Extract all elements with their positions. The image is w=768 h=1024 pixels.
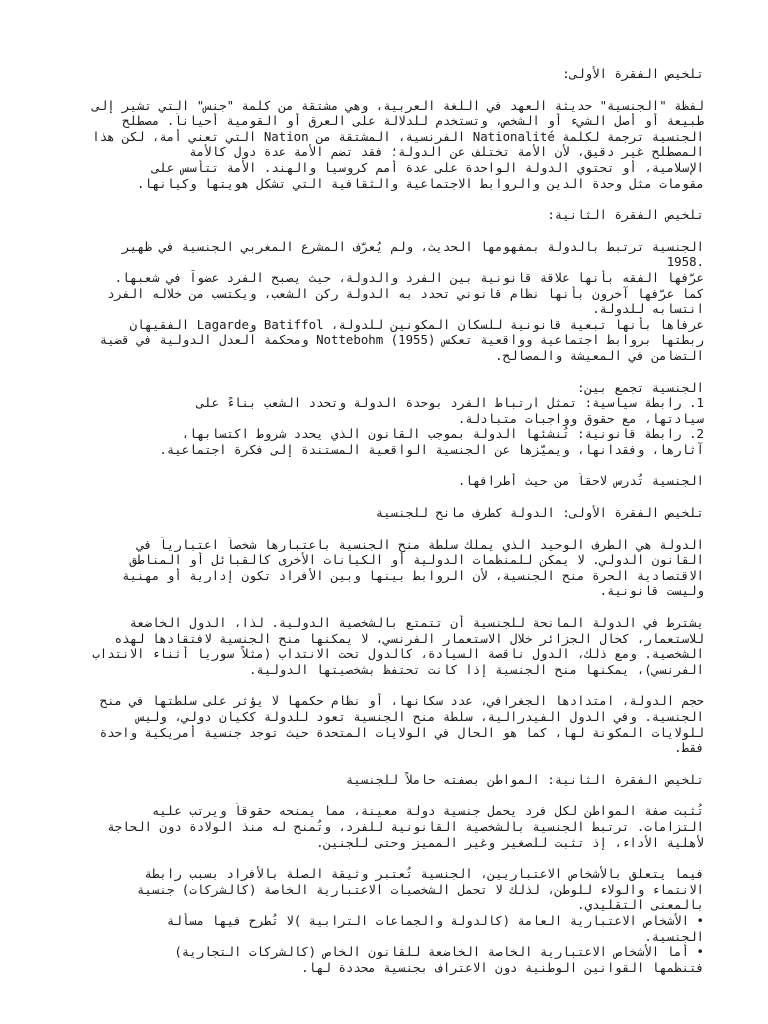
text-line: عرّفها الفقه بأنها علاقة قانونية بين الفرد والدولة، حيث يصبح الفرد عضواً في شعبها. — [114, 269, 704, 285]
text-line: بالمعنى التقليدي. — [577, 897, 704, 913]
paragraph-nationality-term — [66, 98, 704, 192]
paragraph-state-size — [66, 693, 704, 755]
paragraph-definitions — [66, 239, 704, 364]
text-line: الجنسية تُدرس لاحقاً من حيث أطرافها. — [457, 473, 704, 489]
text-line: الاقتصادية الحرة منح الجنسية، لأن الروابط بينها وبين الأفراد تكون إدارية أو مهنية — [122, 567, 704, 583]
text-line: التزامات. ترتبط الجنسية بالشخصية القانونية للفرد، وتُمنح له منذ الولادة دون الحاجة — [107, 818, 704, 834]
text-line: الدولة هي الطرف الوحيد الذي يملك سلطة منح الجنسية باعتبارها شخصاً اعتبارياً في — [137, 536, 704, 552]
text-line: الجنسية ترجمة لكلمة Nationalité الفرنسية، المشتقة من Nation التي تعني أمة، لكن هذا — [92, 128, 704, 144]
text-line: طبيعة أو أصل الشيء أو الشخص، وتستخدم للدلالة على العرق أو القومية أحياناً. مصطلح — [122, 113, 704, 129]
text-line: الجنسية ترتبط بالدولة بمفهومها الحديث، ولم يُعرّف المشرع المغربي الجنسية في ظهير — [122, 238, 704, 254]
section-heading-3 — [66, 505, 704, 521]
paragraph-bonds-list — [66, 380, 704, 458]
text-line: الجنسية تجمع بين: — [577, 379, 704, 395]
text-line: لأهلية الأداء، إذ تثبت للصغير وغير المميز وحتى للجنين. — [316, 834, 704, 850]
paragraph-state-grantor — [66, 537, 704, 599]
heading-line: تلخيص الفقرة الثانية: — [547, 207, 704, 223]
text-line: الإسلامية، أو تحتوي الدولة الواحدة على عدة أمم كروسيا والهند. الأمة تتأسس على — [151, 159, 704, 175]
text-line: للولايات المكونة لها، كما هو الحال في الولايات المتحدة حيث توجد جنسية أمريكية واحدة — [99, 724, 704, 740]
text-line: 1958. — [666, 254, 704, 270]
text-line: الشخصية. ومع ذلك، الدول ناقصة السيادة، كالدول تحت الانتداب (مثلاً سوريا أثناء الانتداب — [92, 646, 704, 662]
text-line: فتنظمها القوانين الوطنية دون الاعتراف بجنسية محددة لها. — [301, 959, 704, 975]
text-line: القانون الدولي. لا يمكن للمنظمات الدولية أو الكيانات الأخرى كالقبائل أو المناطق — [129, 552, 704, 568]
text-line: آثارها، وفقدانها، ويميّزها عن الجنسية الواقعية المستندة إلى فكرة اجتماعية. — [159, 441, 704, 457]
text-line: الجنسية. — [644, 928, 704, 944]
text-line: عرفاها بأنها تبعية قانونية للسكان المكونين للدولة، Batiffol وLagarde الفقيهان — [129, 316, 704, 332]
text-line: وليست قانونية. — [599, 583, 704, 599]
text-line: التضامن في المعيشة والمصالح. — [495, 347, 704, 363]
text-line: حجم الدولة، امتدادها الجغرافي، عدد سكانها، أو نظام حكمها لا يؤثر على سلطتها في منح — [99, 693, 704, 709]
section-heading-1 — [66, 66, 704, 82]
text-line: يشترط في الدولة المانحة للجنسية أن تتمتع بالشخصية الدولية. لذا، الدول الخاضعة — [129, 615, 704, 631]
paragraph-international-personality — [66, 615, 704, 677]
text-line: انتسابه للدولة. — [592, 301, 704, 317]
section-heading-2 — [66, 207, 704, 223]
text-line: تُثبت صفة المواطن لكل فرد يحمل جنسية دولة معينة، مما يمنحه حقوقاً ويرتب عليه — [151, 803, 704, 819]
text-line: للاستعمار، كحال الجزائر خلال الاستعمار الفرنسي، لا يمكنها منح الجنسية لافتقادها لهذه — [114, 630, 704, 646]
section-heading-4 — [66, 772, 704, 788]
text-line: الانتماء والولاء للوطن، لذلك لا تحمل الشخصيات الاعتبارية الخاصة (كالشركات) جنسية — [137, 881, 704, 897]
list-item: 1. رابطة سياسية: تمثل ارتباط الفرد بوحدة الدولة وتحدد الشعب بناءً على — [196, 395, 704, 411]
text-line: فيما يتعلق بالأشخاص الاعتباريين، الجنسية تُعتبر وثيقة الصلة بالأفراد بسبب رابطة — [144, 866, 704, 882]
text-line: فقط. — [674, 740, 704, 756]
list-item: 2. رابطة قانونية: تُنشئها الدولة بموجب القانون الذي يحدد شروط اكتسابها، — [181, 426, 704, 442]
heading-line: تلخيص الفقرة الأولى: — [562, 66, 704, 81]
paragraph-legal-persons — [66, 866, 704, 975]
bullet-item: • أما الأشخاص الاعتبارية الخاصة الخاضعة للقانون الخاص (كالشركات التجارية) — [174, 944, 704, 960]
text-line: مقومات مثل وحدة الدين والروابط الاجتماعية والثقافية التي تشكل هويتها وكيانها. — [137, 175, 704, 191]
paragraph-citizen — [66, 803, 704, 850]
text-line: الفرنسي)، يمكنها منح الجنسية إذا كانت تحتفظ بشخصيتها الدولية. — [248, 661, 704, 677]
heading-line: تلخيص الفقرة الثانية: المواطن بصفته حاملاً للجنسية — [345, 771, 704, 787]
paragraph-parties-note — [66, 473, 704, 489]
text-line: المصطلح غير دقيق، لأن الأمة تختلف عن الدولة؛ فقد تضم الأمة عدة دول كالأمة — [189, 144, 704, 160]
text-line: لفظة "الجنسية" حديثة العهد في اللغة العربية، وهي مشتقة من كلمة "جنس" التي تشير إلى — [92, 97, 704, 113]
text-line: ربطتها بروابط اجتماعية وواقعية تعكس Nottebohm (1955) ومحكمة العدل الدولية في قضية — [99, 332, 704, 348]
bullet-item: • الأشخاص الاعتبارية العامة (كالدولة والجماعات الترابية )لا تُطرح فيها مسألة — [166, 912, 704, 928]
heading-line: تلخيص الفقرة الأولى: الدولة كطرف مانح للجنسية — [375, 505, 704, 521]
text-line: كما عرّفها آخرون بأنها نظام قانوني تحدد به الدولة ركن الشعب، ويكتسب من خلاله الفرد — [107, 285, 704, 301]
text-line: سيادتها، مع حقوق وواجبات متبادلة. — [457, 410, 704, 426]
text-line: الجنسية. وفي الدول الفيدرالية، سلطة منح الجنسية تعود للدولة ككيان دولي، وليس — [137, 709, 704, 724]
